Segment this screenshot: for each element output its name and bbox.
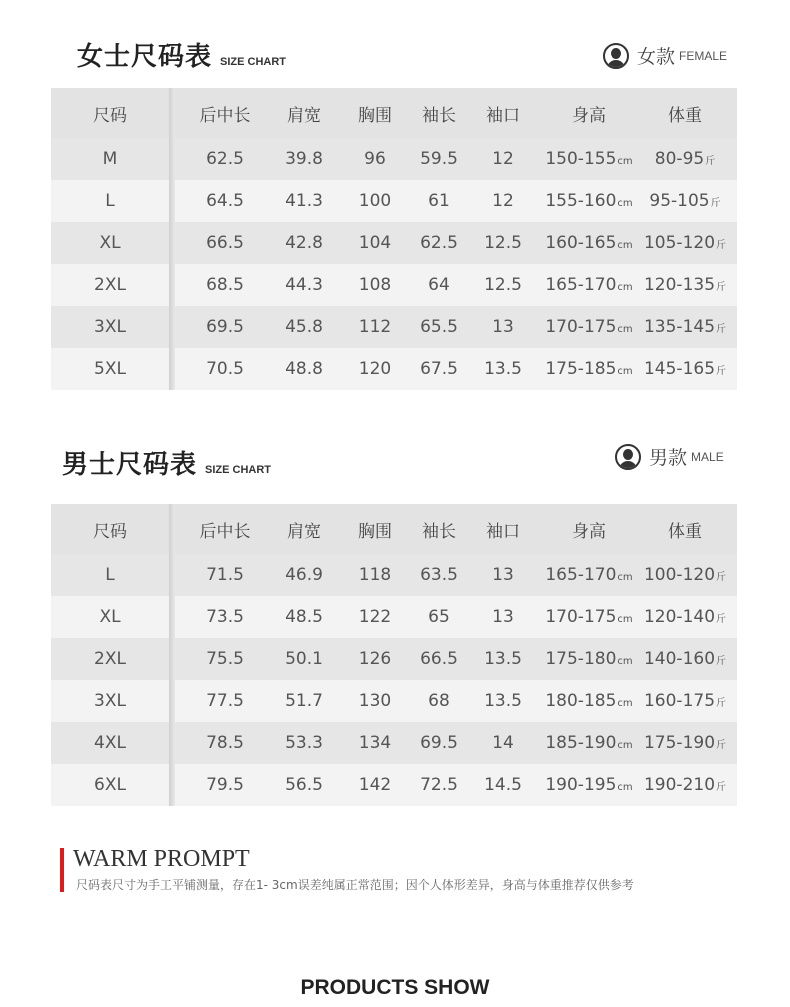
table-cell — [545, 359, 633, 379]
table-cell — [333, 275, 417, 295]
table-cell — [461, 233, 545, 253]
cell-value: 66.5 — [420, 649, 458, 669]
table-row — [51, 638, 737, 680]
cell-value: 150-155 — [545, 149, 617, 169]
weight-unit: 斤 — [716, 614, 727, 625]
table-header-cell — [275, 101, 333, 126]
table-cell — [333, 317, 417, 337]
cell-value: 53.3 — [285, 733, 323, 753]
table-cell — [633, 607, 737, 627]
cell-value: 72.5 — [420, 775, 458, 795]
cell-value: 45.8 — [285, 317, 323, 337]
cell-value: M — [102, 149, 118, 169]
table-header-cell — [417, 517, 461, 542]
table-header-cell — [275, 517, 333, 542]
cell-value: 175-180 — [545, 649, 617, 669]
cell-value: 105-120 — [643, 233, 716, 253]
cell-value: XL — [99, 233, 121, 253]
cell-value: 体重 — [668, 105, 702, 126]
cell-value: 62.5 — [206, 149, 244, 169]
table-row — [51, 180, 737, 222]
warm-prompt-accent-bar — [60, 848, 64, 892]
cell-value: 12.5 — [484, 275, 522, 295]
cell-value: 袖长 — [422, 105, 456, 126]
table-cell — [545, 149, 633, 169]
table-cell — [333, 649, 417, 669]
cell-value: 170-175 — [545, 317, 617, 337]
female-size-table — [51, 88, 737, 390]
table-cell — [51, 317, 169, 337]
table-cell — [175, 191, 275, 211]
cell-value: 165-170 — [545, 275, 617, 295]
table-cell — [333, 607, 417, 627]
cell-value: 118 — [358, 565, 392, 585]
cell-value: 122 — [358, 607, 392, 627]
table-cell — [461, 191, 545, 211]
male-title-cn: 男士尺码表 — [62, 450, 198, 480]
table-header-cell — [461, 101, 545, 126]
weight-unit: 斤 — [710, 198, 721, 209]
cell-value: 175-190 — [643, 733, 716, 753]
cell-value: L — [105, 565, 115, 585]
cell-value: 96 — [364, 149, 386, 169]
weight-unit: 斤 — [716, 656, 727, 667]
cell-value: 185-190 — [545, 733, 617, 753]
table-cell — [275, 565, 333, 585]
table-cell — [545, 317, 633, 337]
table-cell — [417, 359, 461, 379]
table-cell — [545, 607, 633, 627]
cell-value: 65.5 — [420, 317, 458, 337]
table-cell — [51, 691, 169, 711]
cell-value: 112 — [358, 317, 392, 337]
height-unit: cm — [617, 366, 633, 377]
table-cell — [545, 733, 633, 753]
cell-value: 134 — [358, 733, 392, 753]
cell-value: 13 — [492, 607, 514, 627]
cell-value: 120-140 — [643, 607, 716, 627]
table-cell — [175, 565, 275, 585]
table-header-cell — [333, 517, 417, 542]
table-cell — [175, 275, 275, 295]
male-badge-cn: 男款 — [649, 447, 688, 469]
cell-value: 63.5 — [420, 565, 458, 585]
table-cell — [333, 691, 417, 711]
table-cell — [51, 359, 169, 379]
table-cell — [175, 691, 275, 711]
table-cell — [461, 149, 545, 169]
cell-value: 190-195 — [545, 775, 617, 795]
cell-value: 71.5 — [206, 565, 244, 585]
female-badge-en: FEMALE — [679, 48, 728, 63]
cell-value: 70.5 — [206, 359, 244, 379]
cell-value: 46.9 — [285, 565, 323, 585]
cell-value: 142 — [358, 775, 392, 795]
cell-value: 50.1 — [285, 649, 323, 669]
height-unit: cm — [617, 572, 633, 583]
male-avatar-icon — [615, 444, 641, 470]
table-cell — [51, 191, 169, 211]
cell-value: 160-175 — [643, 691, 716, 711]
weight-unit: 斤 — [716, 282, 727, 293]
cell-value: 胸围 — [358, 521, 392, 542]
male-size-table — [51, 504, 737, 806]
female-title-en: SIZE CHART — [220, 56, 287, 68]
female-badge-cn: 女款 — [637, 46, 676, 68]
table-cell — [417, 317, 461, 337]
cell-value: 108 — [358, 275, 392, 295]
cell-value: 13 — [492, 565, 514, 585]
table-cell — [461, 733, 545, 753]
table-cell — [417, 607, 461, 627]
table-cell — [417, 649, 461, 669]
cell-value: 56.5 — [285, 775, 323, 795]
female-avatar-icon — [603, 43, 629, 69]
table-row — [51, 264, 737, 306]
height-unit: cm — [617, 282, 633, 293]
table-cell — [51, 607, 169, 627]
cell-value: 48.8 — [285, 359, 323, 379]
table-cell — [275, 275, 333, 295]
table-cell — [275, 649, 333, 669]
cell-value: 胸围 — [358, 105, 392, 126]
table-cell — [333, 149, 417, 169]
weight-unit: 斤 — [716, 740, 727, 751]
table-cell — [633, 775, 737, 795]
cell-value: 2XL — [94, 275, 126, 295]
cell-value: 175-185 — [545, 359, 617, 379]
cell-value: 袖口 — [486, 105, 520, 126]
cell-value: 190-210 — [643, 775, 716, 795]
table-cell — [275, 233, 333, 253]
cell-value: 140-160 — [643, 649, 716, 669]
table-header-cell — [417, 101, 461, 126]
table-header-cell — [51, 517, 169, 542]
table-cell — [175, 359, 275, 379]
table-cell — [275, 775, 333, 795]
cell-value: 袖长 — [422, 521, 456, 542]
cell-value: 尺码 — [93, 105, 127, 126]
weight-unit: 斤 — [716, 366, 727, 377]
female-title — [77, 36, 286, 73]
height-unit: cm — [617, 324, 633, 335]
cell-value: 尺码 — [93, 521, 127, 542]
cell-value: XL — [99, 607, 121, 627]
table-cell — [545, 649, 633, 669]
table-cell — [461, 317, 545, 337]
cell-value: 145-165 — [643, 359, 716, 379]
cell-value: 肩宽 — [287, 105, 321, 126]
table-cell — [633, 191, 737, 211]
height-unit: cm — [617, 698, 633, 709]
cell-value: 69.5 — [206, 317, 244, 337]
cell-value: 126 — [358, 649, 392, 669]
male-title — [62, 444, 271, 481]
table-cell — [633, 233, 737, 253]
table-cell — [633, 733, 737, 753]
table-cell — [417, 233, 461, 253]
cell-value: 75.5 — [206, 649, 244, 669]
table-cell — [275, 149, 333, 169]
table-cell — [275, 359, 333, 379]
weight-unit: 斤 — [705, 156, 716, 167]
cell-value: 13 — [492, 317, 514, 337]
weight-unit: 斤 — [716, 782, 727, 793]
table-header-cell — [545, 517, 633, 542]
cell-value: 100-120 — [643, 565, 716, 585]
table-row — [51, 348, 737, 390]
female-title-cn: 女士尺码表 — [77, 42, 213, 72]
cell-value: 51.7 — [285, 691, 323, 711]
table-row — [51, 596, 737, 638]
products-show-heading: PRODUCTS SHOW — [300, 976, 490, 999]
table-cell — [633, 359, 737, 379]
table-header-row — [51, 88, 737, 138]
warm-prompt-title: WARM PROMPT — [73, 846, 250, 872]
table-cell — [275, 607, 333, 627]
table-row — [51, 554, 737, 596]
cell-value: 12.5 — [484, 233, 522, 253]
cell-value: 66.5 — [206, 233, 244, 253]
cell-value: 2XL — [94, 649, 126, 669]
table-cell — [51, 275, 169, 295]
cell-value: 61 — [428, 191, 450, 211]
height-unit: cm — [617, 240, 633, 251]
cell-value: 120-135 — [643, 275, 716, 295]
table-cell — [333, 565, 417, 585]
cell-value: 165-170 — [545, 565, 617, 585]
table-cell — [51, 733, 169, 753]
table-cell — [417, 691, 461, 711]
cell-value: 80-95 — [654, 149, 705, 169]
cell-value: 12 — [492, 191, 514, 211]
cell-value: 6XL — [94, 775, 126, 795]
weight-unit: 斤 — [716, 572, 727, 583]
male-badge — [615, 443, 724, 470]
table-cell — [175, 233, 275, 253]
cell-value: 79.5 — [206, 775, 244, 795]
table-row — [51, 222, 737, 264]
table-cell — [545, 275, 633, 295]
table-header-cell — [633, 101, 737, 126]
table-cell — [175, 649, 275, 669]
table-cell — [417, 733, 461, 753]
table-cell — [51, 149, 169, 169]
cell-value: 12 — [492, 149, 514, 169]
cell-value: 68.5 — [206, 275, 244, 295]
cell-value: 67.5 — [420, 359, 458, 379]
table-cell — [175, 149, 275, 169]
cell-value: 95-105 — [649, 191, 710, 211]
table-row — [51, 722, 737, 764]
cell-value: 袖口 — [486, 521, 520, 542]
cell-value: 13.5 — [484, 691, 522, 711]
table-cell — [417, 565, 461, 585]
height-unit: cm — [617, 656, 633, 667]
table-header-cell — [175, 517, 275, 542]
table-cell — [461, 275, 545, 295]
table-cell — [633, 317, 737, 337]
cell-value: 104 — [358, 233, 392, 253]
table-cell — [545, 691, 633, 711]
table-cell — [633, 565, 737, 585]
table-header-cell — [633, 517, 737, 542]
cell-value: 69.5 — [420, 733, 458, 753]
table-cell — [633, 649, 737, 669]
table-cell — [175, 733, 275, 753]
cell-value: 14 — [492, 733, 514, 753]
table-cell — [461, 775, 545, 795]
table-cell — [333, 359, 417, 379]
table-cell — [175, 775, 275, 795]
table-cell — [461, 691, 545, 711]
cell-value: L — [105, 191, 115, 211]
female-badge — [603, 42, 727, 69]
cell-value: 体重 — [668, 521, 702, 542]
weight-unit: 斤 — [716, 240, 727, 251]
height-unit: cm — [617, 782, 633, 793]
cell-value: 13.5 — [484, 359, 522, 379]
table-cell — [333, 233, 417, 253]
table-cell — [417, 149, 461, 169]
table-cell — [545, 775, 633, 795]
table-header-row — [51, 504, 737, 554]
cell-value: 68 — [428, 691, 450, 711]
height-unit: cm — [617, 740, 633, 751]
warm-prompt-text: 尺码表尺寸为手工平铺测量，存在1- 3cm误差纯属正常范围；因个人体形差异，身高与体重推荐仅供参考 — [76, 878, 634, 892]
cell-value: 3XL — [94, 691, 126, 711]
table-cell — [51, 565, 169, 585]
cell-value: 73.5 — [206, 607, 244, 627]
table-header-cell — [175, 101, 275, 126]
cell-value: 64 — [428, 275, 450, 295]
table-cell — [417, 191, 461, 211]
table-cell — [417, 775, 461, 795]
cell-value: 44.3 — [285, 275, 323, 295]
table-row — [51, 764, 737, 806]
table-cell — [545, 191, 633, 211]
cell-value: 后中长 — [199, 521, 251, 542]
cell-value: 64.5 — [206, 191, 244, 211]
cell-value: 身高 — [572, 521, 606, 542]
table-cell — [417, 275, 461, 295]
cell-value: 170-175 — [545, 607, 617, 627]
table-cell — [333, 191, 417, 211]
table-cell — [545, 565, 633, 585]
cell-value: 42.8 — [285, 233, 323, 253]
cell-value: 39.8 — [285, 149, 323, 169]
cell-value: 14.5 — [484, 775, 522, 795]
height-unit: cm — [617, 198, 633, 209]
table-header-cell — [333, 101, 417, 126]
table-cell — [633, 149, 737, 169]
cell-value: 13.5 — [484, 649, 522, 669]
table-cell — [175, 317, 275, 337]
table-cell — [51, 233, 169, 253]
cell-value: 180-185 — [545, 691, 617, 711]
height-unit: cm — [617, 614, 633, 625]
table-row — [51, 680, 737, 722]
weight-unit: 斤 — [716, 324, 727, 335]
cell-value: 62.5 — [420, 233, 458, 253]
cell-value: 41.3 — [285, 191, 323, 211]
table-header-cell — [461, 517, 545, 542]
cell-value: 肩宽 — [287, 521, 321, 542]
cell-value: 5XL — [94, 359, 126, 379]
cell-value: 77.5 — [206, 691, 244, 711]
table-row — [51, 306, 737, 348]
table-cell — [333, 775, 417, 795]
table-row — [51, 138, 737, 180]
cell-value: 59.5 — [420, 149, 458, 169]
cell-value: 78.5 — [206, 733, 244, 753]
table-header-cell — [51, 101, 169, 126]
cell-value: 135-145 — [643, 317, 716, 337]
table-cell — [275, 691, 333, 711]
cell-value: 160-165 — [545, 233, 617, 253]
cell-value: 100 — [358, 191, 392, 211]
male-badge-en: MALE — [691, 449, 724, 464]
cell-value: 3XL — [94, 317, 126, 337]
table-cell — [461, 359, 545, 379]
table-cell — [275, 733, 333, 753]
table-cell — [461, 649, 545, 669]
table-header-cell — [545, 101, 633, 126]
table-cell — [275, 191, 333, 211]
table-cell — [51, 775, 169, 795]
table-cell — [333, 733, 417, 753]
table-cell — [633, 691, 737, 711]
table-cell — [51, 649, 169, 669]
cell-value: 65 — [428, 607, 450, 627]
cell-value: 155-160 — [545, 191, 617, 211]
weight-unit: 斤 — [716, 698, 727, 709]
cell-value: 120 — [358, 359, 392, 379]
table-cell — [633, 275, 737, 295]
table-cell — [461, 607, 545, 627]
male-title-en: SIZE CHART — [205, 464, 272, 476]
cell-value: 130 — [358, 691, 392, 711]
height-unit: cm — [617, 156, 633, 167]
cell-value: 后中长 — [199, 105, 251, 126]
table-cell — [275, 317, 333, 337]
table-cell — [545, 233, 633, 253]
cell-value: 4XL — [94, 733, 126, 753]
cell-value: 48.5 — [285, 607, 323, 627]
table-cell — [175, 607, 275, 627]
table-cell — [461, 565, 545, 585]
cell-value: 身高 — [572, 105, 606, 126]
